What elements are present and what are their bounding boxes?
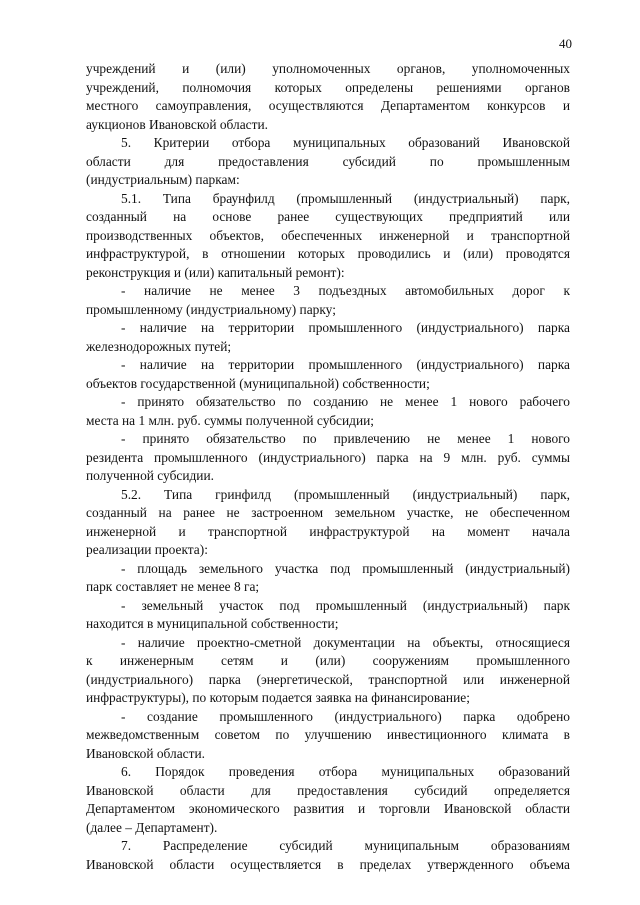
text-line: Ивановской области осуществляется в пределах утвержденного объема [86,856,570,872]
text-line: парк составляет не менее 8 га; [86,579,260,594]
text-line: 5. Критерии отбора муниципальных образований Ивановской [121,135,570,150]
text-line: - наличие проектно-сметной документации на объекты, относящиеся [121,634,570,650]
text-line: - земельный участок под промышленный (индустриальный) парк [121,597,570,613]
text-line: объектов государственной (муниципальной) собственности; [86,375,430,391]
text-line: железнодорожных путей; [86,338,232,354]
text-line: Департаментом экономического развития и торговли Ивановской области [86,801,570,816]
text-line: области для предоставления субсидий по промышленным [86,153,570,169]
text-line: Ивановской области для предоставления субсидий определяется [86,782,570,798]
text-line: инфраструктурой, в отношении которых проводились и (или) проводятся [86,246,570,261]
text-line: (индустриального) парка (энергетической, транспортной или инженерной [86,671,570,687]
body-text [86,60,570,874]
text-line: производственных объектов, обеспеченных инженерной и транспортной [86,227,570,243]
text-line: - площадь земельного участка под промышленный (индустриальный) [121,560,570,576]
text-line: - создание промышленного (индустриального) парка одобрено [121,708,570,724]
text-line: учреждений, полномочия которых определены решениями органов [86,79,570,95]
text-line: к инженерным сетям и (или) сооружениям промышленного [86,653,570,668]
text-line: (индустриальным) паркам: [86,172,240,187]
text-line: - наличие на территории промышленного (индустриального) парка [121,357,570,372]
text-line: 6. Порядок проведения отбора муниципальных образований [121,764,570,779]
text-line: - наличие на территории промышленного (индустриального) парка [121,320,570,335]
text-line: реализации проекта): [86,542,208,557]
text-line: межведомственным советом по улучшению инвестиционного климата в [86,727,570,742]
text-line: - принято обязательство по созданию не менее 1 нового рабочего [121,394,570,409]
text-line: (далее – Департамент). [86,819,218,835]
text-line: местного самоуправления, осуществляются Департаментом конкурсов и [86,98,570,113]
text-line: аукционов Ивановской области. [86,116,268,132]
text-line: созданный на ранее не застроенном земельном участке, не обеспеченном [86,505,570,520]
text-line: инженерной и транспортной инфраструктурой на момент начала [86,523,570,539]
text-line: инфраструктуры), по которым подается заявка на финансирование; [86,690,470,705]
text-line: 5.2. Типа гринфилд (промышленный (индустриальный) парк, [121,486,570,502]
text-line: учреждений и (или) уполномоченных органов, уполномоченных [86,61,570,76]
text-line: промышленному (индустриальному) парку; [86,301,336,317]
text-line: резидента промышленного (индустриального) парка на 9 млн. руб. суммы [86,449,570,465]
text-line: 7. Распределение субсидий муниципальным образованиям [121,838,570,853]
text-line: реконструкция и (или) капитальный ремонт): [86,264,345,280]
text-line: - наличие не менее 3 подъездных автомобильных дорог к [121,283,570,298]
text-line: созданный на основе ранее существующих предприятий или [86,209,570,224]
text-line: места на 1 млн. руб. суммы полученной субсидии; [86,412,374,428]
text-line: Ивановской области. [86,745,205,761]
text-line: 5.1. Типа браунфилд (промышленный (индустриальный) парк, [121,190,570,206]
text-line: - принято обязательство по привлечению не менее 1 нового [121,431,570,446]
text-line: полученной субсидии. [86,468,214,483]
page-number: 40 [559,36,572,51]
text-line: находится в муниципальной собственности; [86,616,339,631]
